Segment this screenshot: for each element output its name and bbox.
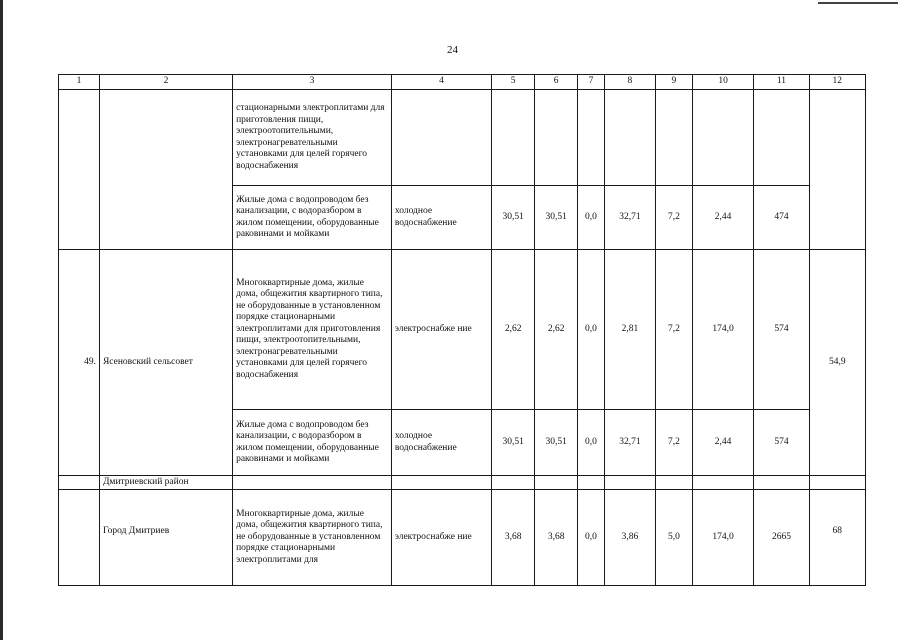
table-row [59, 90, 866, 186]
value-cell: 574 [754, 250, 809, 410]
row-number: 49. [59, 250, 100, 476]
value-cell [754, 90, 809, 186]
housing-description: Жилые дома с водопроводом без канализации, с водоразбором в жилом помещении, оборудованные раковинами и мойками [233, 186, 392, 250]
normative-value [809, 90, 865, 250]
housing-description: стационарными электроплитами для приготовления пищи, электроотопительными, электронагревательными установками для целей горячего водоснабжения [233, 90, 392, 186]
empty-cell [535, 476, 578, 490]
empty-cell [233, 476, 392, 490]
value-cell: 0,0 [578, 250, 605, 410]
value-cell: 2,62 [535, 250, 578, 410]
value-cell: 574 [754, 410, 809, 476]
header-row [59, 75, 866, 90]
empty-cell [809, 476, 865, 490]
normative-value: 68 [809, 490, 865, 586]
utility-service: электроснабже ние [391, 250, 491, 410]
column-header: 1 [59, 75, 100, 90]
row-number [59, 90, 100, 250]
housing-description: Многоквартирные дома, жилые дома, общежития квартирного типа, не оборудованные в установленном порядке стационарными электроплитами для [233, 490, 392, 586]
column-header: 8 [604, 75, 655, 90]
value-cell: 174,0 [692, 250, 753, 410]
value-cell: 2,44 [692, 186, 753, 250]
empty-cell [604, 476, 655, 490]
value-cell: 2665 [754, 490, 809, 586]
district-name: Дмитриевский район [99, 476, 232, 490]
utility-service [391, 90, 491, 186]
tariff-table [58, 74, 866, 586]
utility-service: холодное водоснабжение [391, 186, 491, 250]
settlement-name [99, 90, 232, 250]
value-cell: 32,71 [604, 186, 655, 250]
value-cell: 2,44 [692, 410, 753, 476]
empty-cell [578, 476, 605, 490]
table-row [59, 250, 866, 410]
column-header: 9 [656, 75, 693, 90]
value-cell: 30,51 [492, 186, 535, 250]
column-header: 5 [492, 75, 535, 90]
value-cell [692, 90, 753, 186]
value-cell: 7,2 [656, 250, 693, 410]
value-cell: 7,2 [656, 186, 693, 250]
value-cell: 7,2 [656, 410, 693, 476]
table-row [59, 490, 866, 586]
value-cell: 2,81 [604, 250, 655, 410]
housing-description: Многоквартирные дома, жилые дома, общежития квартирного типа, не оборудованные в установленном порядке стационарными электроплитами для приготовления пищи, электроотопительными, электронагревательными установками для целей горячего водоснабжения [233, 250, 392, 410]
value-cell: 30,51 [492, 410, 535, 476]
column-header: 4 [391, 75, 491, 90]
empty-cell [391, 476, 491, 490]
column-header: 10 [692, 75, 753, 90]
column-header: 7 [578, 75, 605, 90]
empty-cell [492, 476, 535, 490]
value-cell: 3,68 [492, 490, 535, 586]
column-header: 6 [535, 75, 578, 90]
value-cell [604, 90, 655, 186]
value-cell: 0,0 [578, 186, 605, 250]
normative-value: 54,9 [809, 250, 865, 476]
value-cell: 32,71 [604, 410, 655, 476]
page-number: 24 [447, 44, 458, 56]
value-cell: 0,0 [578, 490, 605, 586]
district-row [59, 476, 866, 490]
utility-service: холодное водоснабжение [391, 410, 491, 476]
scan-edge [0, 0, 3, 640]
settlement-name: Ясеновский сельсовет [99, 250, 232, 476]
settlement-name: Город Дмитриев [99, 490, 232, 586]
empty-cell [656, 476, 693, 490]
housing-description: Жилые дома с водопроводом без канализации, с водоразбором в жилом помещении, оборудованные раковинами и мойками [233, 410, 392, 476]
scan-mark [818, 2, 898, 4]
value-cell: 0,0 [578, 410, 605, 476]
utility-service: электроснабже ние [391, 490, 491, 586]
column-header: 3 [233, 75, 392, 90]
value-cell: 5,0 [656, 490, 693, 586]
value-cell: 3,68 [535, 490, 578, 586]
row-number [59, 490, 100, 586]
value-cell: 2,62 [492, 250, 535, 410]
column-header: 12 [809, 75, 865, 90]
empty-cell [754, 476, 809, 490]
empty-cell [692, 476, 753, 490]
value-cell [492, 90, 535, 186]
column-header: 2 [99, 75, 232, 90]
column-header: 11 [754, 75, 809, 90]
value-cell: 174,0 [692, 490, 753, 586]
value-cell: 30,51 [535, 186, 578, 250]
value-cell [656, 90, 693, 186]
value-cell: 30,51 [535, 410, 578, 476]
value-cell [535, 90, 578, 186]
value-cell: 3,86 [604, 490, 655, 586]
row-number [59, 476, 100, 490]
value-cell [578, 90, 605, 186]
value-cell: 474 [754, 186, 809, 250]
